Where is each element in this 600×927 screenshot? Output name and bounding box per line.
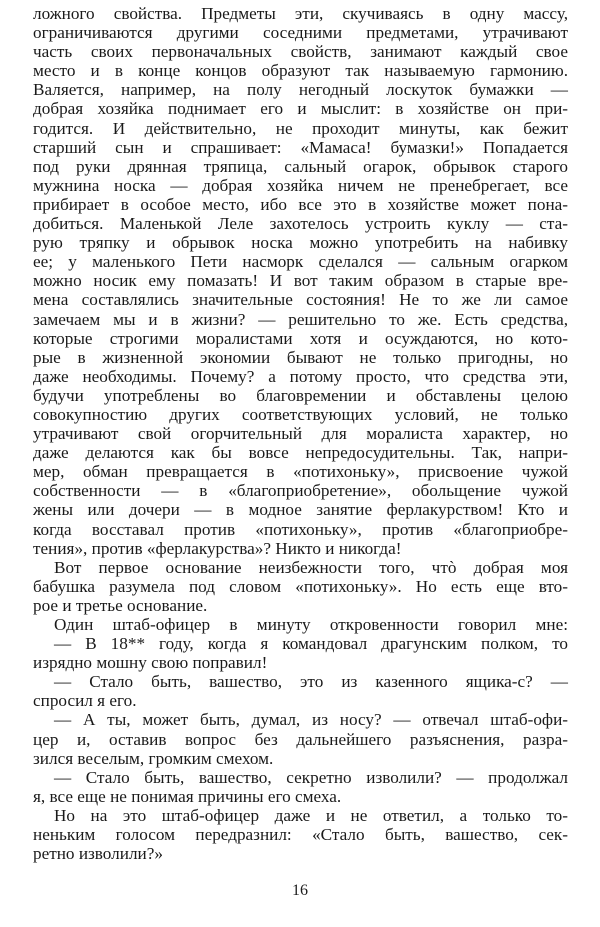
text-line: годится. И действительно, не проходит минуты, как бежит [33, 118, 568, 138]
text-line: — Стало быть, вашество, секретно изволили? — продолжал [54, 767, 568, 787]
text-line: мужнина носка — добрая хозяйка ничем не пренебрегает, все [33, 175, 568, 195]
paragraph [33, 558, 568, 615]
text-line: которые строгими моралистами хотя и осуждаются, но кото- [33, 328, 568, 348]
text-line: под руки дрянная тряпица, сальный огарок, обрывок старого [33, 156, 568, 176]
paragraph [33, 634, 568, 672]
text-line: рое и третье основание. [33, 595, 208, 615]
paragraph [33, 615, 568, 634]
paragraph [33, 672, 568, 710]
paragraph [33, 806, 568, 863]
text-line: часть своих первоначальных свойств, занимают каждый свое [33, 42, 568, 62]
text-line: ложного свойства. Предметы эти, скучиваясь в одну массу, [33, 4, 568, 23]
book-page-text [33, 4, 568, 863]
text-line: можно носик ему помазать! И вот таким образом в старые вре- [33, 271, 568, 291]
text-line: мена составлялись значительные состояния! Не то же ли самое [33, 290, 568, 310]
text-line: прибирает в особое место, ибо все это в хозяйстве может пона- [33, 194, 568, 214]
paragraph [33, 710, 568, 767]
text-line: замечаем мы и в жизни? — решительно то же. Есть средства, [33, 309, 568, 329]
text-line: совокупностию других соответствующих условий, не только [33, 404, 568, 424]
text-line: Валяется, например, на полу негодный лоскуток бумажки — [33, 80, 568, 100]
text-line: зился веселым, громким смехом. [33, 748, 274, 768]
text-line: будучи употреблены во благовремении и обставлены целою [33, 385, 568, 405]
text-line: — Стало быть, вашество, это из казенного ящика-с? — [54, 672, 568, 692]
text-line: рые в жизненной экономии бывают не только пригодны, но [33, 347, 568, 367]
text-line: добиться. Маленькой Леле захотелось устроить куклу — ста- [33, 214, 568, 234]
text-line: добрая хозяйка поднимает его и мыслит: в хозяйстве он при- [33, 99, 568, 119]
text-line: Но на это штаб-офицер даже и не ответил, а только то- [54, 805, 568, 825]
text-line: спросил я его. [33, 691, 137, 711]
text-line: неньким голосом передразнил: «Стало быть, вашество, сек- [33, 825, 568, 845]
text-line: изрядно мошну свою поправил! [33, 653, 268, 673]
text-line: рую тряпку и обрывок носка можно употребить на набивку [33, 233, 568, 253]
text-line: мер, обман превращается в «потихоньку», присвоение чужой [33, 462, 568, 482]
paragraph [33, 4, 568, 558]
text-line: ретно изволили?» [33, 844, 163, 864]
text-line: жены или дочери — в модное занятие ферлакурством! Кто и [33, 500, 568, 520]
text-line: ее; у маленького Пети насморк сделался — сальным огарком [33, 252, 568, 272]
text-line: старший сын и спрашивает: «Мамаса! бумазки!» Попадается [33, 137, 568, 157]
text-line: ограничиваются другими соседними предметами, утрачивают [33, 23, 568, 43]
text-line: утрачивают свой огорчительный для моралиста характер, но [33, 424, 568, 444]
text-line: Вот первое основание неизбежности того, чтò добрая моя [54, 557, 568, 577]
text-line: собственности — в «благоприобретение», обольщение чужой [33, 481, 568, 501]
paragraph [33, 768, 568, 806]
text-line: — А ты, может быть, думал, из носу? — отвечал штаб-офи- [54, 710, 568, 730]
page-number: 16 [292, 882, 308, 899]
text-line: даже делаются как бы вовсе непредосудительны. Так, напри- [33, 443, 568, 463]
text-line: бабушка разумела под словом «потихоньку». Но есть еще вто- [33, 576, 568, 596]
text-line: место и в конце концов образуют так называемую гармонию. [33, 61, 568, 81]
text-line: я, все еще не понимая причины его смеха. [33, 786, 342, 806]
text-line: когда восставал против «потихоньку», против «благоприобре- [33, 519, 568, 539]
text-line: тения», против «ферлакурства»? Никто и никогда! [33, 538, 402, 558]
text-line: Один штаб-офицер в минуту откровенности говорил мне: [54, 615, 568, 634]
text-line: — В 18** году, когда я командовал драгунским полком, то [54, 634, 568, 654]
text-line: даже необходимы. Почему? а потому просто, что средства эти, [33, 366, 568, 386]
text-line: цер и, оставив вопрос без дальнейшего разъяснения, разра- [33, 729, 568, 749]
